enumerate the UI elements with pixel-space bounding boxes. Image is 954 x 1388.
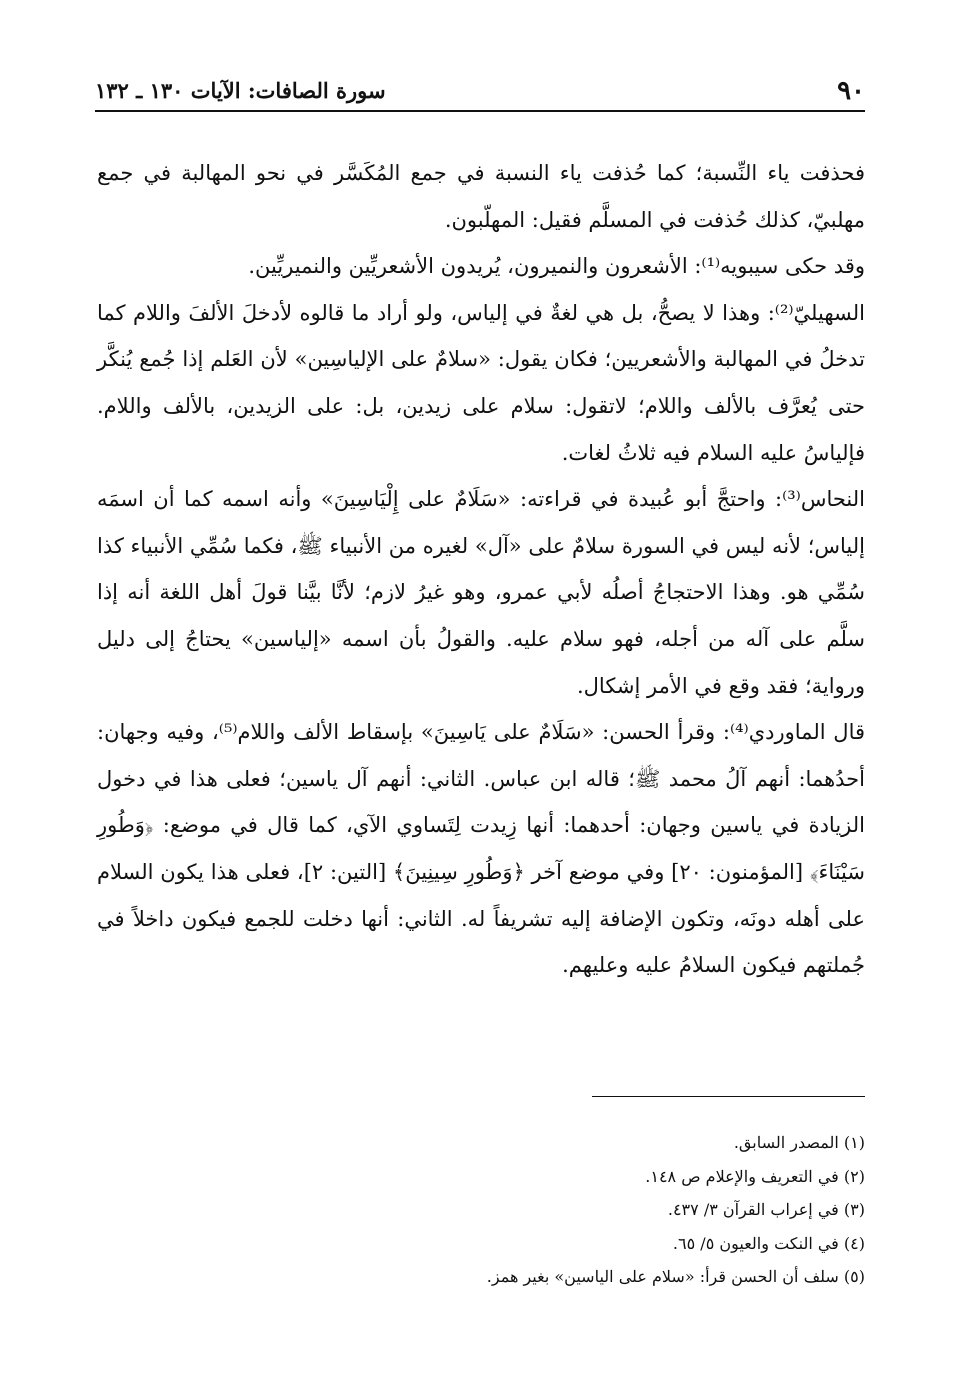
paragraph: وقد حكى سيبويه⁽¹⁾: الأشعرون والنميرون، يُريدون الأشعريِّين والنميريِّين. <box>248 254 865 279</box>
paragraph: السهيليّ⁽²⁾: وهذا لا يصحُّ، بل هي لغةٌ في إلياس، ولو أراد ما قالوه لأدخلَ الألفَ واللام كما تدخلُ في المهالبة والأشعريين؛ فكان يقول: «سلامٌ على الإلياسِين» لأن العَلم إذا جُمع يُنكَّر حتى يُعرَّف بالألف واللام؛ لاتقول: سلام على زيدين، بل: على الزيدين، بالألف واللام. فإلياسُ عليه السلام فيه ثلاثُ لغات. <box>97 300 865 465</box>
footnote: (٣) في إعراب القرآن ٣/ ٤٣٧. <box>667 1200 865 1219</box>
page-header <box>95 68 865 108</box>
footnote: (١) المصدر السابق. <box>733 1133 865 1152</box>
paragraph: فحذفت ياء النِّسبة؛ كما حُذفت ياء النسبة في جمع المُكَسَّر في نحو المهالبة في جمع مهلبيّ، كذلك حُذفت في المسلَّم فقيل: المهلّبون. <box>97 161 865 232</box>
header-rule <box>95 110 865 112</box>
running-title: سورة الصافات: الآيات ١٣٠ ـ ١٣٢ <box>95 78 386 103</box>
footnote: (٥) سلف أن الحسن قرأ: «سلام على الياسين» بغير همز. <box>486 1267 865 1286</box>
footnote: (٢) في التعريف والإعلام ص ١٤٨. <box>645 1166 865 1186</box>
footnote-rule <box>592 1096 865 1097</box>
main-text <box>97 150 865 989</box>
footnotes <box>300 1126 865 1294</box>
paragraph: قال الماوردي⁽⁴⁾: وقرأ الحسن: «سَلَامٌ على يَاسِينَ» بإسقاط الألف واللام⁽⁵⁾، وفيه وجهان: أحدُهما: أنهم آلُ محمد ﷺ؛ قاله ابن عباس. الثاني: أنهم آل ياسين؛ فعلى هذا في دخول الزيادة في ياسين وجهان: أحدهما: أنها زِيدت لِتَساوي الآي، كما قال في موضع: ﴿وَطُورِ سَيْنَاءَ﴾ [المؤمنون: ٢٠] وفي موضع آخر ﴿وَطُورِ سِينِينَ﴾ [التين: ٢]، فعلى هذا يكون السلام على أهله دونَه، وتكون الإضافة إليه تشريفاً له. الثاني: أنها دخلت للجمع فيكون داخلاً في جُملتهم فيكون السلامُ عليه وعليهم. <box>97 720 866 978</box>
page-number: ٩٠ <box>837 76 865 106</box>
footnote: (٤) في النكت والعيون ٥/ ٦٥. <box>672 1233 865 1253</box>
paragraph: النحاس⁽³⁾: واحتجَّ أبو عُبيدة في قراءته: «سَلَامٌ على إِلْيَاسِينَ» وأنه اسمه كما أن اسمَه إلياس؛ لأنه ليس في السورة سلامٌ على «آل» لغيره من الأنبياء ﷺ، فكما سُمِّي الأنبياء كذا سُمِّي هو. وهذا الاحتجاجُ أصلُه لأبي عمرو، وهو غيرُ لازم؛ لأنَّا بيَّنا قولَ أهل اللغة أنه إذا سلَّم على آله من أجله، فهو سلام عليه. والقولُ بأن اسمه «إلياسين» يحتاجُ إلى دليل ورواية؛ فقد وقع في الأمر إشكال. <box>97 487 865 698</box>
